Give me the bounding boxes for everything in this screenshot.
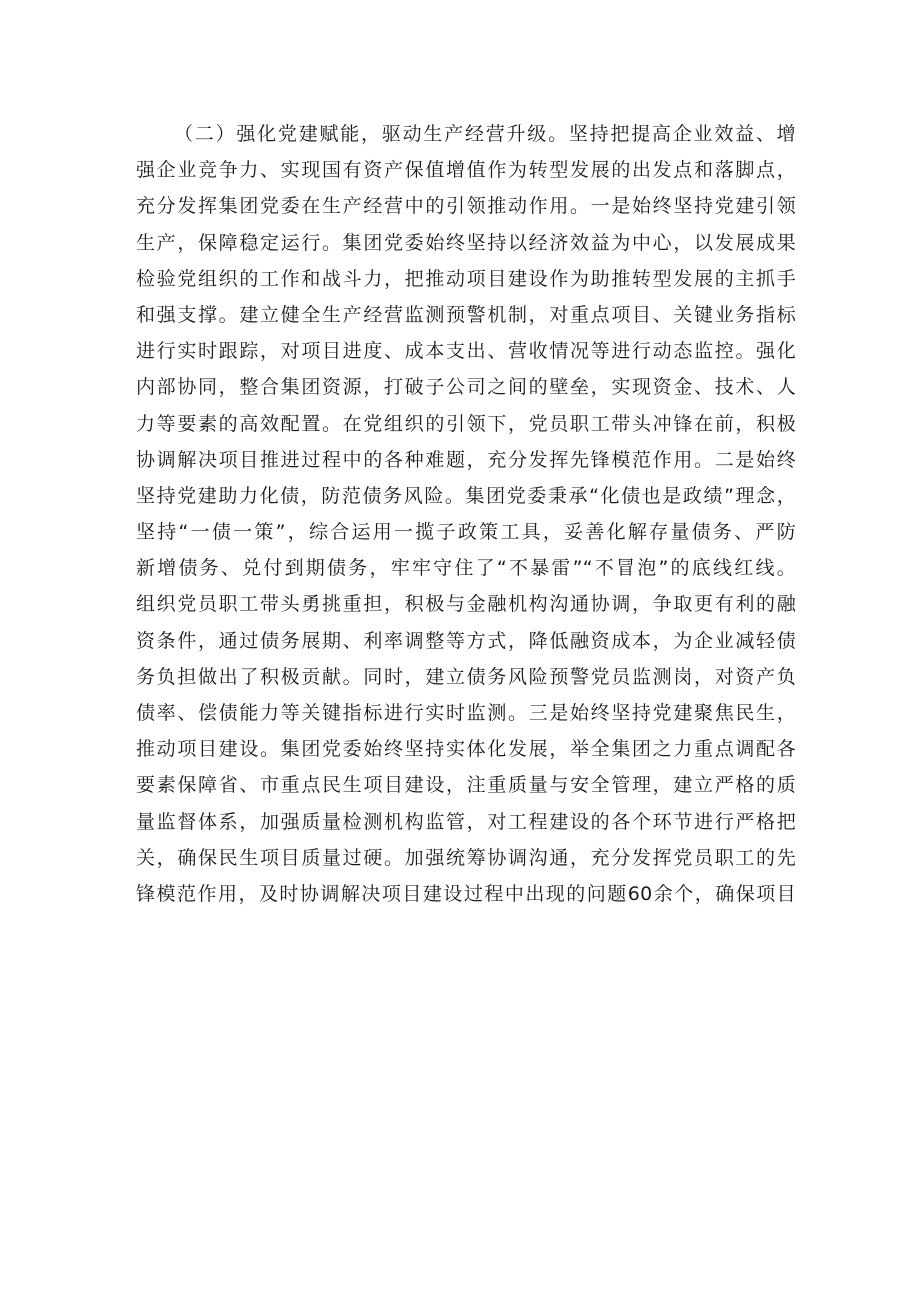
paragraph-line: 要素保障省、市重点民生项目建设，注重质量与安全管理，建立严格的质 xyxy=(136,774,796,797)
paragraph-line: （二）强化党建赋能，驱动生产经营升级。坚持把提高企业效益、增 xyxy=(174,123,796,145)
paragraph-line: 资条件，通过债务展期、利率调整等方式，降低融资成本，为企业减轻债 xyxy=(136,629,796,652)
paragraph-line: 债率、偿债能力等关键指标进行实时监测。三是始终坚持党建聚焦民生， xyxy=(136,702,796,724)
paragraph-line: 生产，保障稳定运行。集团党委始终坚持以经济效益为中心，以发展成果 xyxy=(136,231,796,254)
paragraph-line: 组织党员职工带头勇挑重担，积极与金融机构沟通协调，争取更有利的融 xyxy=(136,593,796,616)
paragraph-line: 关，确保民生项目质量过硬。加强统筹协调沟通，充分发挥党员职工的先 xyxy=(136,846,796,869)
paragraph-line: 和强支撑。建立健全生产经营监测预警机制，对重点项目、关键业务指标 xyxy=(136,303,796,326)
paragraph-line: 充分发挥集团党委在生产经营中的引领推动作用。一是始终坚持党建引领 xyxy=(136,195,796,218)
paragraph-line: 坚持“一债一策”，综合运用一揽子政策工具，妥善化解存量债务、严防 xyxy=(136,521,796,544)
paragraph-line: 务负担做出了积极贡献。同时，建立债务风险预警党员监测岗，对资产负 xyxy=(136,665,796,688)
paragraph-line: 新增债务、兑付到期债务，牢牢守住了“不暴雷”“不冒泡”的底线红线。 xyxy=(136,557,796,580)
paragraph-line: 强企业竞争力、实现国有资产保值增值作为转型发展的出发点和落脚点， xyxy=(136,159,796,182)
paragraph-line: 推动项目建设。集团党委始终坚持实体化发展，举全集团之力重点调配各 xyxy=(136,738,796,761)
paragraph-line: 力等要素的高效配置。在党组织的引领下，党员职工带头冲锋在前，积极 xyxy=(136,412,796,435)
paragraph-line: 量监督体系，加强质量检测机构监管，对工程建设的各个环节进行严格把 xyxy=(136,810,796,833)
paragraph-line: 锋模范作用，及时协调解决项目建设过程中出现的问题60余个，确保项目 xyxy=(136,882,796,905)
paragraph-line: 坚持党建助力化债，防范债务风险。集团党委秉承“化债也是政绩”理念， xyxy=(136,484,796,507)
paragraph-line: 协调解决项目推进过程中的各种难题，充分发挥先锋模范作用。二是始终 xyxy=(136,448,796,471)
paragraph-line: 检验党组织的工作和战斗力，把推动项目建设作为助推转型发展的主抓手 xyxy=(136,267,796,290)
paragraph-line: 内部协同，整合集团资源，打破子公司之间的壁垒，实现资金、技术、人 xyxy=(136,376,796,399)
paragraph-line: 进行实时跟踪，对项目进度、成本支出、营收情况等进行动态监控。强化 xyxy=(136,340,796,363)
body-paragraph xyxy=(136,116,796,912)
